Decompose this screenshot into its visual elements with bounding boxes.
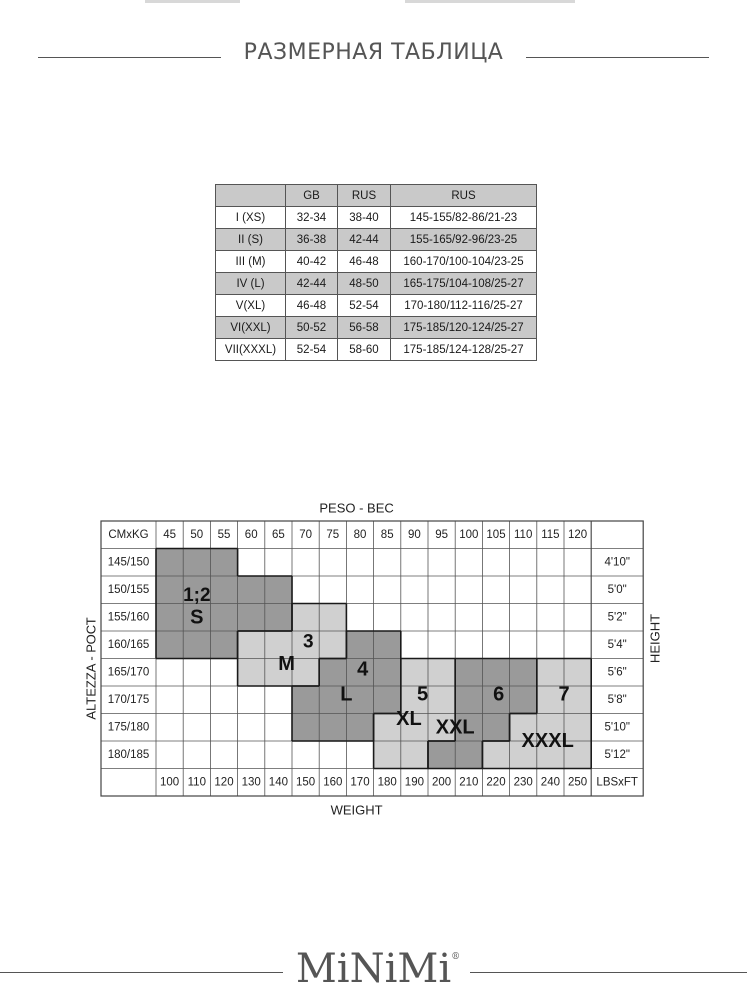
ft-tick-label: 5'10" (604, 721, 630, 734)
zone-2-cell (346, 631, 374, 659)
zone-4-cell (455, 741, 483, 769)
kg-tick-label: 85 (380, 528, 394, 541)
size-table-cell: 50-52 (286, 317, 338, 339)
zone-0-cell (156, 631, 184, 659)
cm-tick-label: 175/180 (107, 721, 150, 734)
lbs-tick-label: 200 (432, 776, 452, 789)
size-table-cell: 145-155/82-86/21-23 (391, 207, 537, 229)
lbs-tick-label: 130 (241, 776, 261, 789)
lbs-tick-label: 250 (568, 776, 588, 789)
ft-tick-label: 5'8" (607, 693, 627, 706)
zone-0-number: 1;2 (183, 584, 211, 606)
brand-mark: ® (451, 952, 461, 962)
size-table-cell: 32-34 (286, 207, 338, 229)
size-table-cell: 42-44 (338, 229, 391, 251)
lbs-tick-label: 100 (160, 776, 180, 789)
ft-tick-label: 5'2" (607, 611, 627, 624)
size-table-cell: II (S) (216, 229, 286, 251)
kg-tick-label: 60 (244, 528, 258, 541)
ft-tick-label: 5'0" (607, 583, 627, 596)
col-header-rus-measure: RUS (391, 185, 537, 207)
kg-tick-label: 110 (514, 528, 533, 541)
zone-0-cell (210, 604, 238, 632)
zone-0-cell (238, 576, 266, 604)
lbs-tick-label: 150 (296, 776, 316, 789)
zone-0-cell (183, 549, 211, 577)
lbs-tick-label: 240 (540, 776, 560, 789)
corner-top-label: CMxKG (108, 528, 149, 541)
cm-tick-label: 165/170 (107, 666, 150, 679)
zone-4-size: XXL (435, 716, 475, 739)
ft-tick-label: 5'6" (607, 666, 627, 679)
zone-0-cell (265, 604, 293, 632)
lbs-tick-label: 190 (404, 776, 424, 789)
zone-0-cell (210, 549, 238, 577)
lbs-tick-label: 160 (323, 776, 343, 789)
size-table-cell: 38-40 (338, 207, 391, 229)
ft-tick-label: 5'4" (607, 638, 627, 651)
zone-2-cell (374, 659, 402, 687)
zone-1-cell (238, 631, 266, 659)
kg-tick-label: 70 (299, 528, 312, 541)
zone-4-cell (510, 686, 538, 714)
brand-logo (293, 946, 463, 992)
size-table-cell: 46-48 (338, 251, 391, 273)
brand-rule-right (470, 972, 747, 973)
axis-title-top: PESO - ВЕС (319, 500, 394, 516)
lbs-tick-label: 170 (350, 776, 370, 789)
lbs-tick-label: 110 (187, 776, 206, 789)
zone-5-size: XXXL (521, 730, 574, 752)
zone-0-cell (238, 604, 266, 632)
zone-0-size: S (190, 606, 204, 629)
kg-tick-label: 45 (163, 528, 176, 541)
zone-4-cell (482, 714, 510, 742)
kg-tick-label: 90 (408, 528, 421, 541)
axis-title-bottom: WEIGHT (330, 802, 383, 818)
cm-tick-label: 155/160 (107, 611, 150, 624)
size-table-cell: 42-44 (286, 273, 338, 295)
zone-0-cell (156, 549, 184, 577)
size-table-cell: IV (L) (216, 273, 286, 295)
cm-tick-label: 170/175 (107, 693, 150, 706)
zone-0-cell (210, 576, 238, 604)
kg-tick-label: 95 (435, 528, 448, 541)
size-table-cell: 40-42 (286, 251, 338, 273)
size-table-cell: VI(XXL) (216, 317, 286, 339)
lbs-tick-label: 120 (214, 776, 234, 789)
cm-tick-label: 150/155 (107, 583, 150, 596)
zone-4-number: 6 (493, 683, 505, 706)
lbs-tick-label: 210 (459, 776, 479, 789)
size-table-cell: 175-185/124-128/25-27 (391, 339, 537, 361)
lbs-tick-label: 220 (486, 776, 506, 789)
size-table-cell: 46-48 (286, 295, 338, 317)
size-table-cell: III (M) (216, 251, 286, 273)
ft-tick-label: 4'10" (604, 556, 630, 569)
zone-5-cell (482, 741, 510, 769)
size-table-cell: VII(XXXL) (216, 339, 286, 361)
size-table-cell: 36-38 (286, 229, 338, 251)
axis-title-right: HEIGHT (647, 613, 663, 664)
kg-tick-label: 55 (217, 528, 231, 541)
zone-2-cell (319, 714, 347, 742)
lbs-tick-label: 140 (268, 776, 288, 789)
cm-tick-label: 145/150 (107, 556, 150, 569)
zone-4-cell (510, 659, 538, 687)
lbs-tick-label: 180 (377, 776, 397, 789)
zone-1-cell (292, 659, 320, 687)
kg-tick-label: 115 (541, 528, 560, 541)
zone-2-cell (346, 714, 374, 742)
zone-2-cell (292, 686, 320, 714)
size-table-cell: 170-180/112-116/25-27 (391, 295, 537, 317)
kg-tick-label: 75 (326, 528, 340, 541)
kg-tick-label: 50 (190, 528, 204, 541)
zone-5-number: 7 (558, 683, 570, 706)
zone-0-cell (156, 604, 184, 632)
zone-3-number: 5 (416, 683, 429, 706)
kg-tick-label: 65 (272, 528, 285, 541)
zone-3-cell (428, 659, 456, 687)
page-title: РАЗМЕРНАЯ ТАБЛИЦА (243, 40, 504, 65)
zone-4-cell (455, 686, 483, 714)
zone-3-cell (374, 741, 402, 769)
size-table-cell: 165-175/104-108/25-27 (391, 273, 537, 295)
zone-3-size: XL (396, 708, 422, 730)
size-table-cell: 48-50 (338, 273, 391, 295)
cm-tick-label: 160/165 (107, 638, 150, 651)
col-header-gb: GB (286, 185, 338, 207)
kg-tick-label: 105 (486, 528, 506, 541)
corner-bottom-label: LBSxFT (596, 776, 638, 789)
zone-4-cell (428, 741, 456, 769)
size-table-cell: 155-165/92-96/23-25 (391, 229, 537, 251)
zone-1-cell (319, 604, 347, 632)
kg-tick-label: 80 (353, 528, 367, 541)
zone-1-size: M (278, 653, 295, 675)
size-table-cell: 58-60 (338, 339, 391, 361)
zone-1-number: 3 (303, 631, 314, 653)
zone-2-cell (374, 631, 402, 659)
axis-title-left: ALTEZZA - РОСТ (83, 617, 99, 720)
zone-3-cell (428, 686, 456, 714)
size-table-cell: 175-185/120-124/25-27 (391, 317, 537, 339)
size-table-cell: 52-54 (338, 295, 391, 317)
zone-0-cell (156, 576, 184, 604)
zone-2-number: 4 (357, 658, 369, 681)
size-table-cell: I (XS) (216, 207, 286, 229)
zone-0-cell (210, 631, 238, 659)
size-table-cell: V(XL) (216, 295, 286, 317)
zone-3-cell (401, 741, 429, 769)
zone-2-size: L (340, 683, 353, 706)
zone-2-cell (292, 714, 320, 742)
ft-tick-label: 5'12" (604, 748, 630, 761)
zone-1-cell (292, 604, 320, 632)
size-table-cell: 56-58 (338, 317, 391, 339)
brand-name: MiNiMi (295, 946, 452, 992)
col-header-rus: RUS (338, 185, 391, 207)
size-table-cell: 52-54 (286, 339, 338, 361)
cm-tick-label: 180/185 (107, 748, 150, 761)
kg-tick-label: 100 (459, 528, 479, 541)
size-table-cell: 160-170/100-104/23-25 (391, 251, 537, 273)
zone-0-cell (265, 576, 293, 604)
zone-4-cell (455, 659, 483, 687)
brand-rule-left (0, 972, 283, 973)
zone-1-cell (319, 631, 347, 659)
lbs-tick-label: 230 (513, 776, 533, 789)
zone-0-cell (183, 631, 211, 659)
kg-tick-label: 120 (568, 528, 588, 541)
zone-1-cell (238, 659, 266, 687)
